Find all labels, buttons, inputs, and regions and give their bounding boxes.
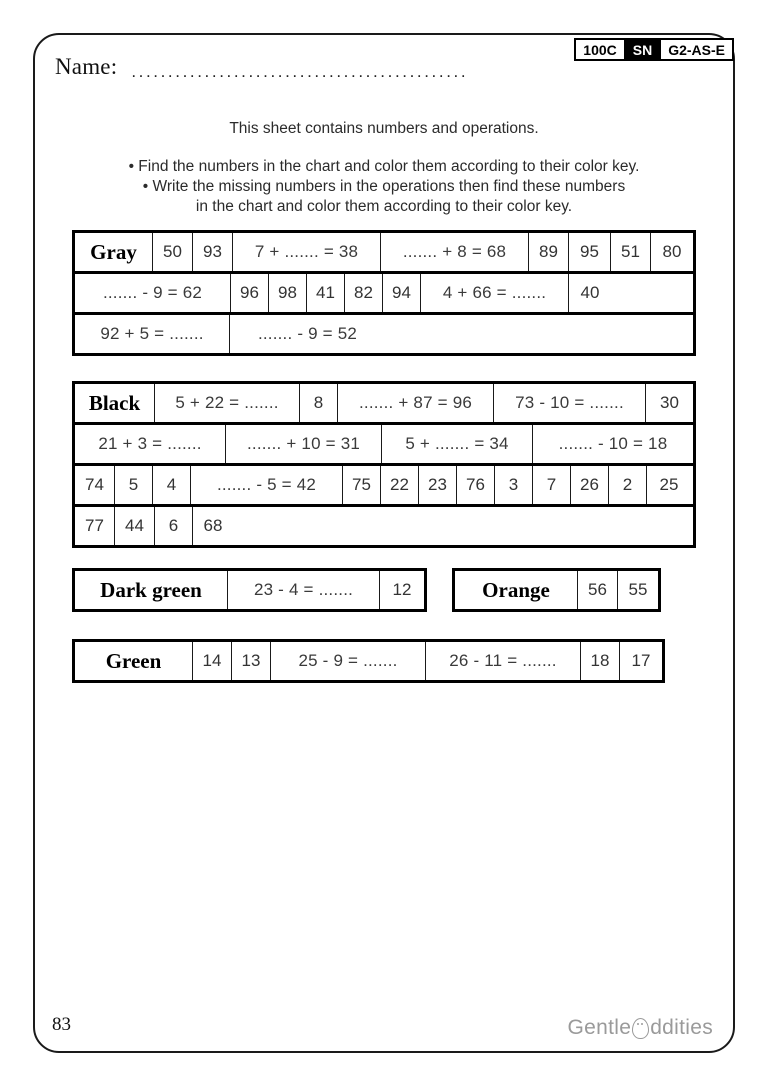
number-cell[interactable]: 4 bbox=[153, 466, 191, 504]
table-row bbox=[72, 504, 696, 548]
table-row bbox=[72, 271, 696, 312]
brand-logo bbox=[568, 1016, 714, 1040]
name-field-row bbox=[55, 54, 468, 80]
page-number: 83 bbox=[52, 1014, 71, 1035]
number-cell[interactable]: 2 bbox=[609, 466, 647, 504]
number-cell[interactable]: 41 bbox=[307, 274, 345, 312]
instruction-bullet: • Write the missing numbers in the operations then find these numbers bbox=[142, 177, 626, 195]
number-cell[interactable]: 18 bbox=[581, 642, 620, 680]
table-row bbox=[72, 639, 665, 683]
number-cell[interactable]: 82 bbox=[345, 274, 383, 312]
number-cell[interactable]: 30 bbox=[660, 393, 679, 412]
number-cell[interactable]: 23 bbox=[419, 466, 457, 504]
number-cell[interactable]: 8 bbox=[300, 384, 338, 422]
color-key-label[interactable]: Green bbox=[75, 642, 193, 680]
code-badge-sn: SN bbox=[626, 40, 661, 59]
color-key-label[interactable]: Dark green bbox=[75, 571, 228, 609]
number-cell[interactable]: 76 bbox=[457, 466, 495, 504]
number-cell[interactable]: 93 bbox=[193, 233, 233, 271]
operation-cell[interactable]: ....... + 8 = 68 bbox=[381, 233, 529, 271]
instruction-bullets bbox=[0, 157, 768, 216]
operation-cell[interactable]: ....... + 87 = 96 bbox=[338, 384, 494, 422]
number-cell[interactable]: 22 bbox=[381, 466, 419, 504]
code-badge-100c: 100C bbox=[576, 40, 625, 59]
number-cell[interactable]: 13 bbox=[232, 642, 271, 680]
operation-cell[interactable]: ....... + 10 = 31 bbox=[226, 425, 382, 463]
brand-text-after: ddities bbox=[650, 1016, 713, 1039]
number-cell[interactable]: 74 bbox=[75, 466, 115, 504]
brand-text-before: Gentle bbox=[567, 1016, 632, 1039]
table-row bbox=[72, 568, 427, 612]
number-cell[interactable]: 6 bbox=[155, 507, 193, 545]
operation-cell[interactable]: 5 + 22 = ....... bbox=[155, 384, 300, 422]
operation-cell[interactable]: 73 - 10 = ....... bbox=[494, 384, 646, 422]
number-cell[interactable]: 95 bbox=[569, 233, 611, 271]
instruction-bullet: • Find the numbers in the chart and color them according to their color key. bbox=[128, 158, 640, 175]
number-cell[interactable]: 68 bbox=[203, 516, 223, 535]
intro-text: This sheet contains numbers and operations. bbox=[229, 120, 539, 137]
table-row bbox=[452, 568, 661, 612]
operation-cell[interactable]: 4 + 66 = ....... bbox=[421, 274, 569, 312]
operation-cell[interactable]: ....... - 9 = 62 bbox=[75, 274, 231, 312]
number-cell[interactable]: 51 bbox=[611, 233, 651, 271]
number-cell[interactable]: 89 bbox=[529, 233, 569, 271]
orange-section bbox=[452, 568, 661, 612]
number-cell[interactable]: 98 bbox=[269, 274, 307, 312]
number-cell[interactable]: 96 bbox=[231, 274, 269, 312]
operation-cell[interactable]: 5 + ....... = 34 bbox=[382, 425, 533, 463]
number-cell[interactable]: 26 bbox=[571, 466, 609, 504]
number-cell[interactable]: 75 bbox=[343, 466, 381, 504]
color-key-label[interactable]: Gray bbox=[75, 233, 153, 271]
operation-cell[interactable]: 25 - 9 = ....... bbox=[271, 642, 426, 680]
number-cell[interactable]: 3 bbox=[495, 466, 533, 504]
worksheet-code-badges bbox=[574, 38, 734, 61]
operation-cell[interactable]: ....... - 9 = 52 bbox=[257, 324, 358, 343]
code-badge-g2-as-e: G2-AS-E bbox=[668, 41, 725, 58]
green-section bbox=[72, 639, 665, 683]
black-section bbox=[72, 381, 696, 548]
number-cell[interactable]: 80 bbox=[662, 242, 682, 261]
table-row bbox=[72, 422, 696, 463]
table-row bbox=[72, 230, 696, 271]
number-cell[interactable]: 25 bbox=[659, 475, 679, 494]
table-row bbox=[72, 312, 696, 356]
number-cell[interactable]: 7 bbox=[533, 466, 571, 504]
operation-cell[interactable]: 21 + 3 = ....... bbox=[75, 425, 226, 463]
number-cell[interactable]: 17 bbox=[631, 651, 651, 670]
number-cell[interactable]: 56 bbox=[578, 571, 618, 609]
operation-cell[interactable]: 23 - 4 = ....... bbox=[228, 571, 380, 609]
number-cell[interactable]: 12 bbox=[392, 580, 412, 599]
color-key-label[interactable]: Black bbox=[75, 384, 155, 422]
number-cell[interactable]: 55 bbox=[628, 580, 648, 599]
operation-cell[interactable]: ....... - 10 = 18 bbox=[558, 434, 668, 453]
operation-cell[interactable]: 7 + ....... = 38 bbox=[233, 233, 381, 271]
number-cell[interactable]: 40 bbox=[580, 283, 600, 302]
number-cell[interactable]: 77 bbox=[75, 507, 115, 545]
number-cell[interactable]: 5 bbox=[115, 466, 153, 504]
name-write-line[interactable]: .............................................. bbox=[131, 62, 469, 81]
number-cell[interactable]: 14 bbox=[193, 642, 232, 680]
table-row bbox=[72, 381, 696, 422]
instruction-bullet: in the chart and color them according to their color key. bbox=[195, 197, 573, 215]
number-cell[interactable]: 94 bbox=[383, 274, 421, 312]
egg-o-icon bbox=[632, 1018, 649, 1039]
number-cell[interactable]: 44 bbox=[115, 507, 155, 545]
operation-cell[interactable]: 26 - 11 = ....... bbox=[426, 642, 581, 680]
operation-cell[interactable]: 92 + 5 = ....... bbox=[75, 315, 230, 353]
name-label: Name: bbox=[55, 54, 118, 79]
number-cell[interactable]: 50 bbox=[153, 233, 193, 271]
table-row bbox=[72, 463, 696, 504]
gray-section bbox=[72, 230, 696, 356]
color-key-label[interactable]: Orange bbox=[455, 571, 578, 609]
operation-cell[interactable]: ....... - 5 = 42 bbox=[191, 466, 343, 504]
dark-green-section bbox=[72, 568, 427, 612]
